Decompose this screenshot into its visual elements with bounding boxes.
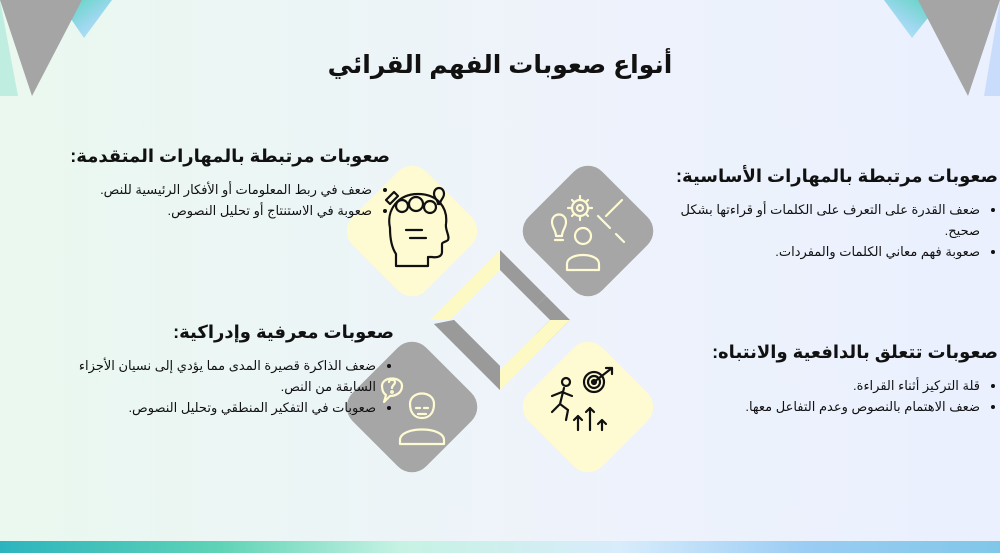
section-heading: صعوبات تتعلق بالدافعية والانتباه: bbox=[712, 342, 998, 362]
list-item: • ضعف القدرة على التعرف على الكلمات أو قراءتها بشكل صحيح. bbox=[672, 199, 980, 241]
list-item: • صعوبات في التفكير المنطقي وتحليل النصوص. bbox=[64, 397, 376, 418]
section-motivation-attention bbox=[672, 342, 998, 417]
tile-motivation bbox=[514, 333, 660, 480]
bullet-list bbox=[64, 179, 390, 221]
bullet-list bbox=[64, 355, 394, 418]
bullet-list bbox=[672, 375, 998, 417]
bottom-band-decoration bbox=[0, 541, 1000, 553]
bullet-list bbox=[672, 199, 998, 262]
list-item: • ضعف الذاكرة قصيرة المدى مما يؤدي إلى نسيان الأجزاء السابقة من النص. bbox=[64, 355, 376, 397]
center-ring bbox=[430, 250, 570, 390]
list-item: • صعوبة فهم معاني الكلمات والمفردات. bbox=[672, 241, 980, 262]
list-item: • ضعف في ربط المعلومات أو الأفكار الرئيسية للنص. bbox=[64, 179, 372, 200]
section-basic-skills bbox=[672, 166, 998, 262]
list-item: • صعوبة في الاستنتاج أو تحليل النصوص. bbox=[64, 200, 372, 221]
tile-basic bbox=[514, 160, 660, 305]
page-title: أنواع صعوبات الفهم القرائي bbox=[327, 51, 673, 79]
list-item: • ضعف الاهتمام بالنصوص وعدم التفاعل معها. bbox=[672, 396, 980, 417]
section-heading: صعوبات مرتبطة بالمهارات الأساسية: bbox=[676, 166, 998, 186]
section-cognitive-perceptual bbox=[64, 322, 394, 418]
section-advanced-skills bbox=[64, 146, 390, 221]
section-heading: صعوبات مرتبطة بالمهارات المتقدمة: bbox=[70, 146, 390, 166]
section-heading: صعوبات معرفية وإدراكية: bbox=[173, 322, 394, 342]
list-item: • قلة التركيز أثناء القراءة. bbox=[672, 375, 980, 396]
